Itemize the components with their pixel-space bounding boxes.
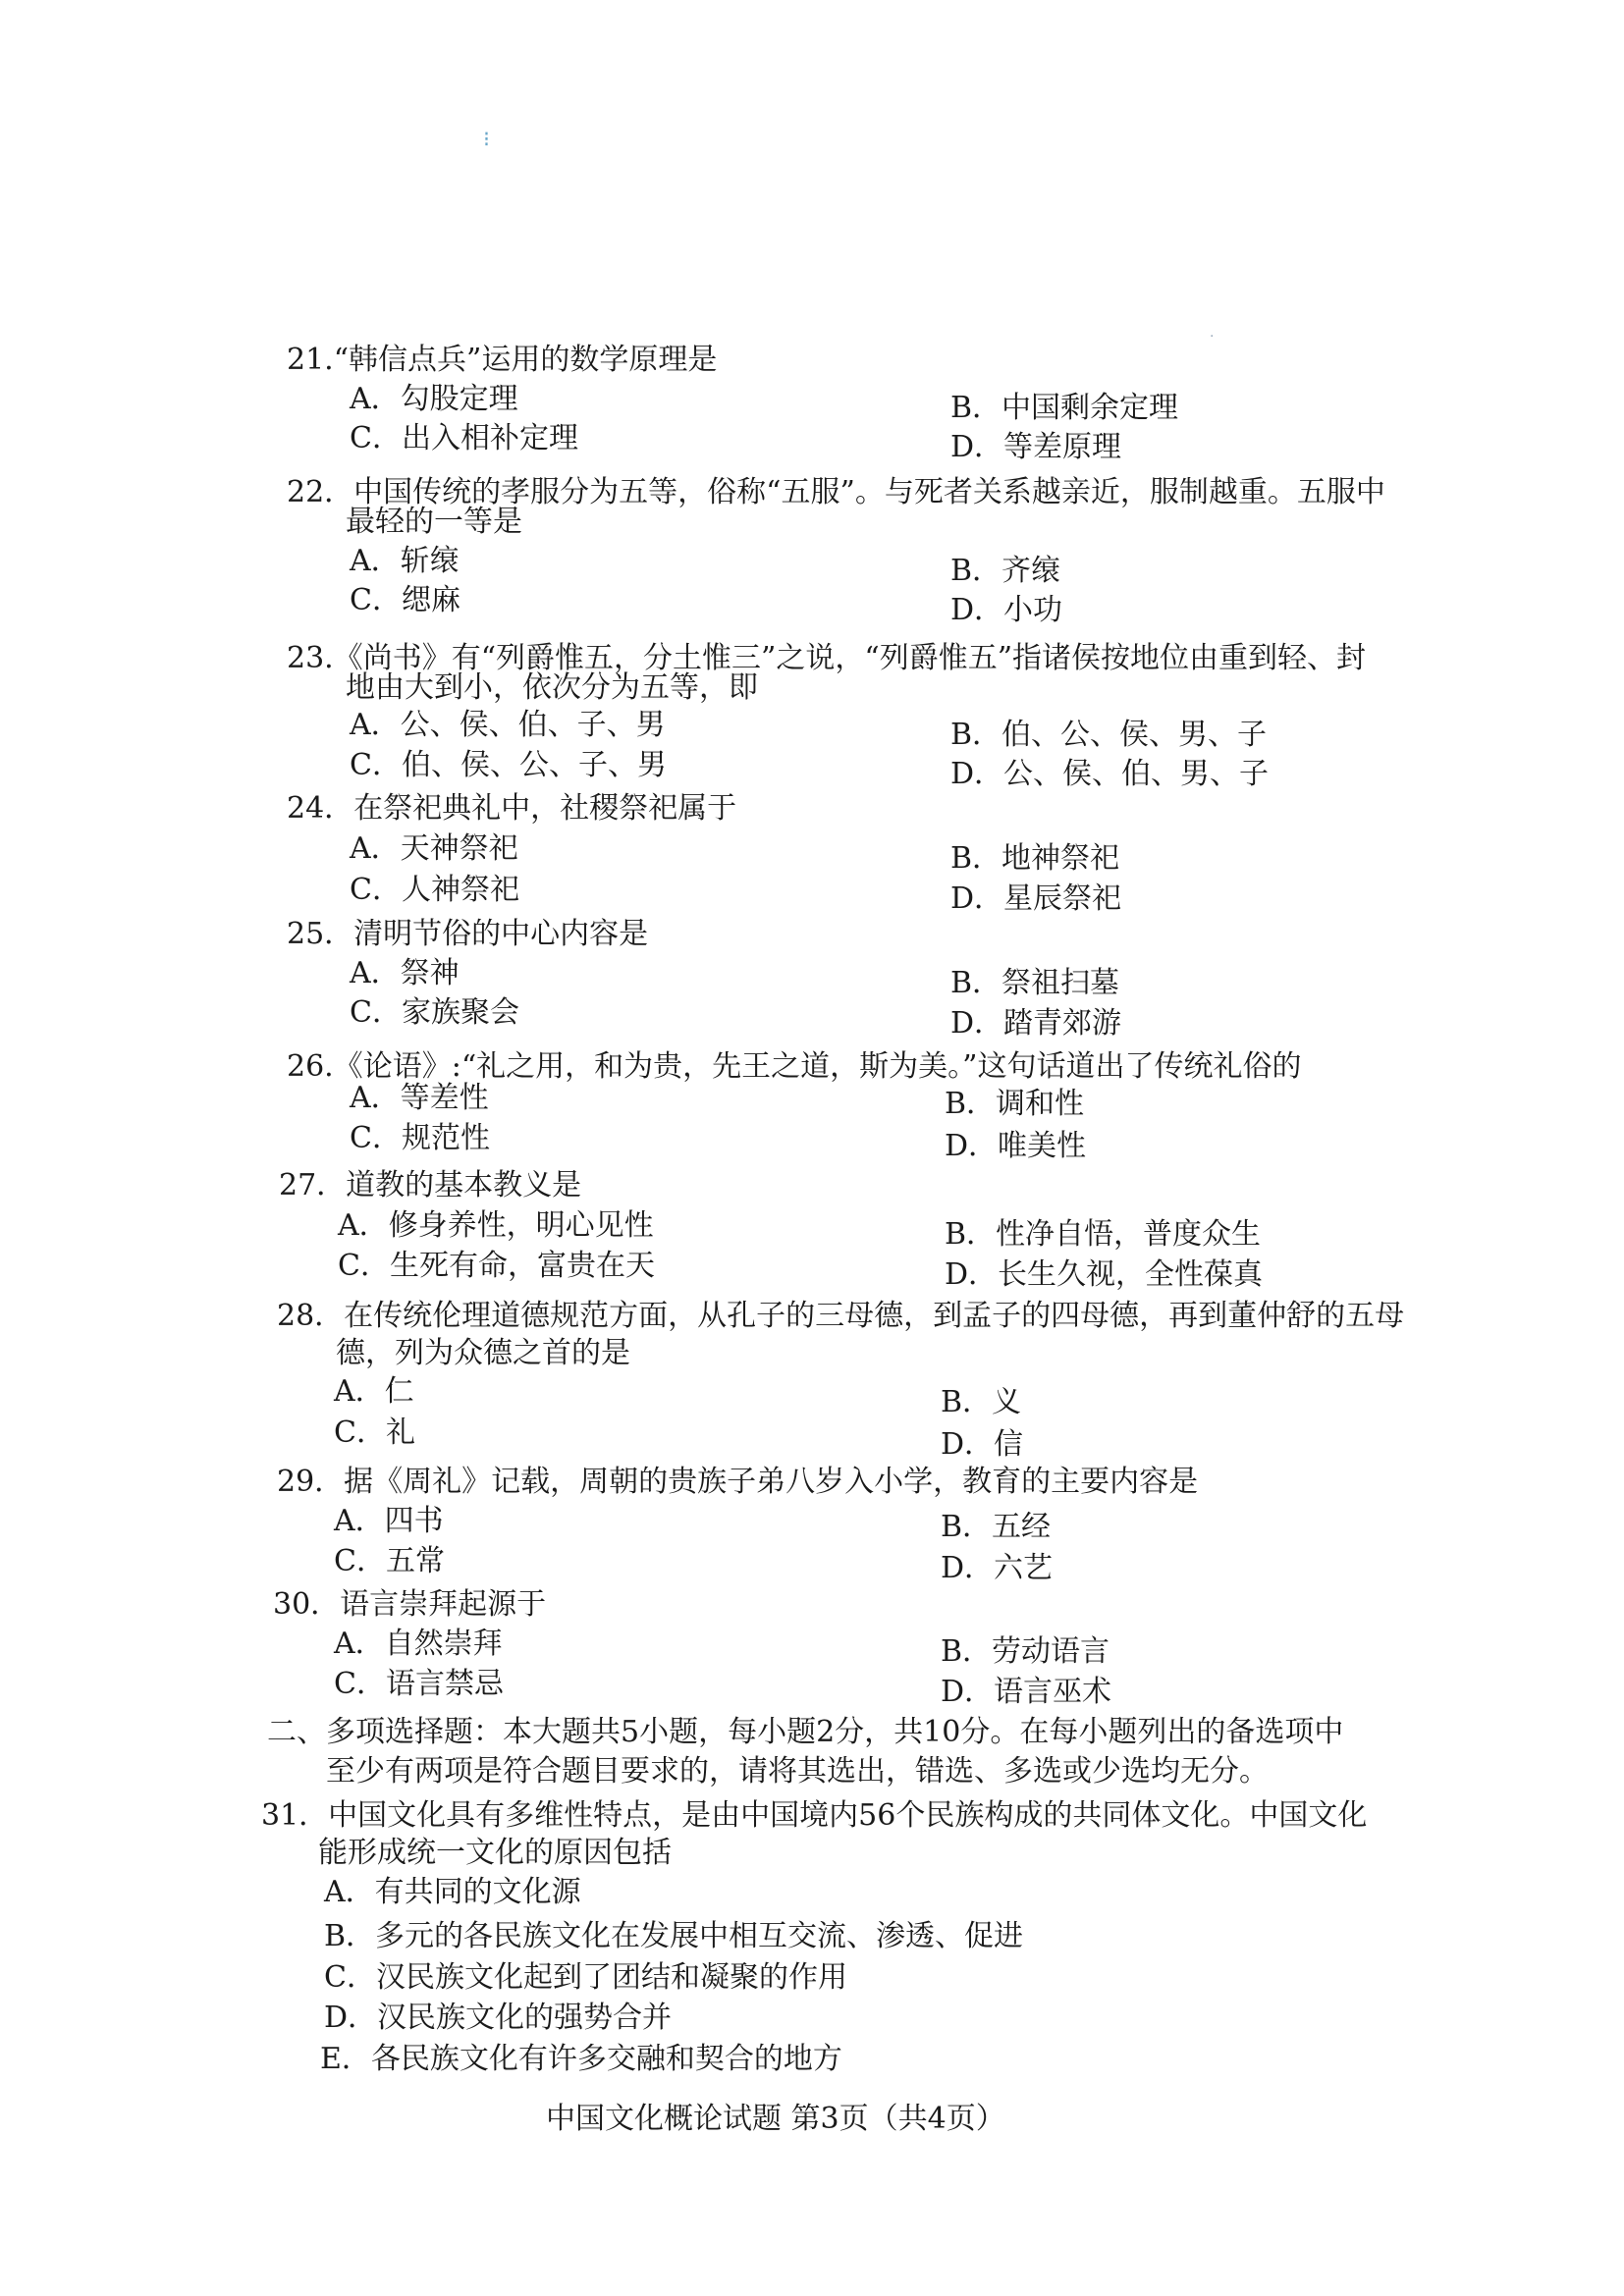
q24-option-c: C．人神祭祀 [350, 873, 519, 907]
section2-heading: 二、多项选择题：本大题共5小题，每小题2分，共10分。在每小题列出的备选项中 [267, 1715, 1344, 1749]
q31-option-d: D．汉民族文化的强势合并 [324, 2001, 673, 2035]
q27-option-c: C．生死有命，富贵在天 [338, 1249, 655, 1283]
q29-option-c: C．五常 [334, 1544, 445, 1578]
question-29: 29．据《周礼》记载，周朝的贵族子弟八岁入小学，教育的主要内容是 [277, 1465, 1199, 1499]
q26-option-a: A．等差性 [350, 1081, 489, 1115]
question-23-cont: 地由大到小，依次分为五等，即 [346, 670, 758, 705]
question-22: 22．中国传统的孝服分为五等，俗称“五服”。与死者关系越亲近，服制越重。五服中 [287, 475, 1385, 509]
question-22-cont: 最轻的一等是 [346, 505, 522, 539]
q28-option-b: B．义 [941, 1385, 1022, 1419]
q22-option-d: D．小功 [950, 593, 1063, 627]
q30-option-d: D．语言巫术 [941, 1675, 1112, 1709]
q26-option-b: B．调和性 [945, 1087, 1085, 1121]
q29-option-a: A．四书 [334, 1504, 444, 1538]
q22-option-b: B．齐缞 [950, 554, 1061, 588]
q21-option-d: D．等差原理 [950, 430, 1122, 464]
scan-artifact-mark: ⁝ [483, 128, 490, 152]
q24-option-d: D．星辰祭祀 [950, 881, 1122, 916]
q27-option-a: A．修身养性，明心见性 [338, 1208, 654, 1243]
q31-option-e: E．各民族文化有许多交融和契合的地方 [320, 2042, 842, 2076]
q26-option-d: D．唯美性 [945, 1129, 1087, 1163]
q31-option-b: B．多元的各民族文化在发展中相互交流、渗透、促进 [324, 1919, 1024, 1953]
question-31-cont: 能形成统一文化的原因包括 [318, 1836, 672, 1870]
q31-option-a: A．有共同的文化源 [324, 1875, 581, 1909]
q25-option-d: D．踏青郊游 [950, 1006, 1122, 1041]
q27-option-b: B．性净自悟，普度众生 [945, 1217, 1262, 1252]
question-23: 23.《尚书》有“列爵惟五，分土惟三”之说，“列爵惟五”指诸侯按地位由重到轻、封 [287, 641, 1367, 675]
q25-option-c: C．家族聚会 [350, 995, 519, 1030]
q23-option-b: B．伯、公、侯、男、子 [950, 718, 1268, 752]
question-24: 24．在祭祀典礼中，社稷祭祀属于 [287, 791, 737, 826]
q21-option-b: B．中国剩余定理 [950, 391, 1179, 425]
q21-option-a: A．勾股定理 [350, 382, 518, 416]
page-footer: 中国文化概论试题 第3页（共4页） [546, 2102, 1005, 2136]
q22-option-c: C．缌麻 [350, 583, 460, 617]
q28-option-a: A．仁 [334, 1374, 414, 1409]
q29-option-d: D．六艺 [941, 1551, 1054, 1585]
scan-artifact-dot: · [1210, 329, 1215, 345]
question-30: 30．语言崇拜起源于 [273, 1587, 547, 1622]
q22-option-a: A．斩缞 [350, 544, 460, 578]
q24-option-a: A．天神祭祀 [350, 831, 518, 866]
q23-option-a: A．公、侯、伯、子、男 [350, 708, 666, 742]
question-21: 21.“韩信点兵”运用的数学原理是 [287, 343, 718, 377]
q25-option-b: B．祭祖扫墓 [950, 966, 1120, 1000]
q24-option-b: B．地神祭祀 [950, 841, 1120, 876]
question-27: 27．道教的基本教义是 [279, 1168, 582, 1202]
q30-option-b: B．劳动语言 [941, 1634, 1110, 1669]
q23-option-d: D．公、侯、伯、男、子 [950, 757, 1270, 791]
q28-option-d: D．信 [941, 1427, 1024, 1462]
question-28-cont: 德，列为众德之首的是 [336, 1336, 630, 1370]
q23-option-c: C．伯、侯、公、子、男 [350, 748, 667, 782]
q30-option-a: A．自然崇拜 [334, 1627, 503, 1661]
q26-option-c: C．规范性 [350, 1121, 490, 1155]
question-26: 26.《论语》:“礼之用，和为贵，先王之道，斯为美。”这句话道出了传统礼俗的 [287, 1049, 1302, 1084]
question-28: 28．在传统伦理道德规范方面，从孔子的三母德，到孟子的四母德，再到董仲舒的五母 [277, 1299, 1405, 1333]
question-25: 25．清明节俗的中心内容是 [287, 917, 649, 951]
q29-option-b: B．五经 [941, 1510, 1052, 1544]
section2-heading-cont: 至少有两项是符合题目要求的，请将其选出，错选、多选或少选均无分。 [326, 1754, 1269, 1789]
q28-option-c: C．礼 [334, 1415, 415, 1450]
q31-option-c: C．汉民族文化起到了团结和凝聚的作用 [324, 1960, 847, 1995]
q27-option-d: D．长生久视，全性葆真 [945, 1257, 1264, 1292]
q25-option-a: A．祭神 [350, 956, 460, 990]
question-31: 31．中国文化具有多维性特点，是由中国境内56个民族构成的共同体文化。中国文化 [261, 1798, 1368, 1833]
q30-option-c: C．语言禁忌 [334, 1667, 504, 1701]
q21-option-c: C．出入相补定理 [350, 421, 578, 455]
